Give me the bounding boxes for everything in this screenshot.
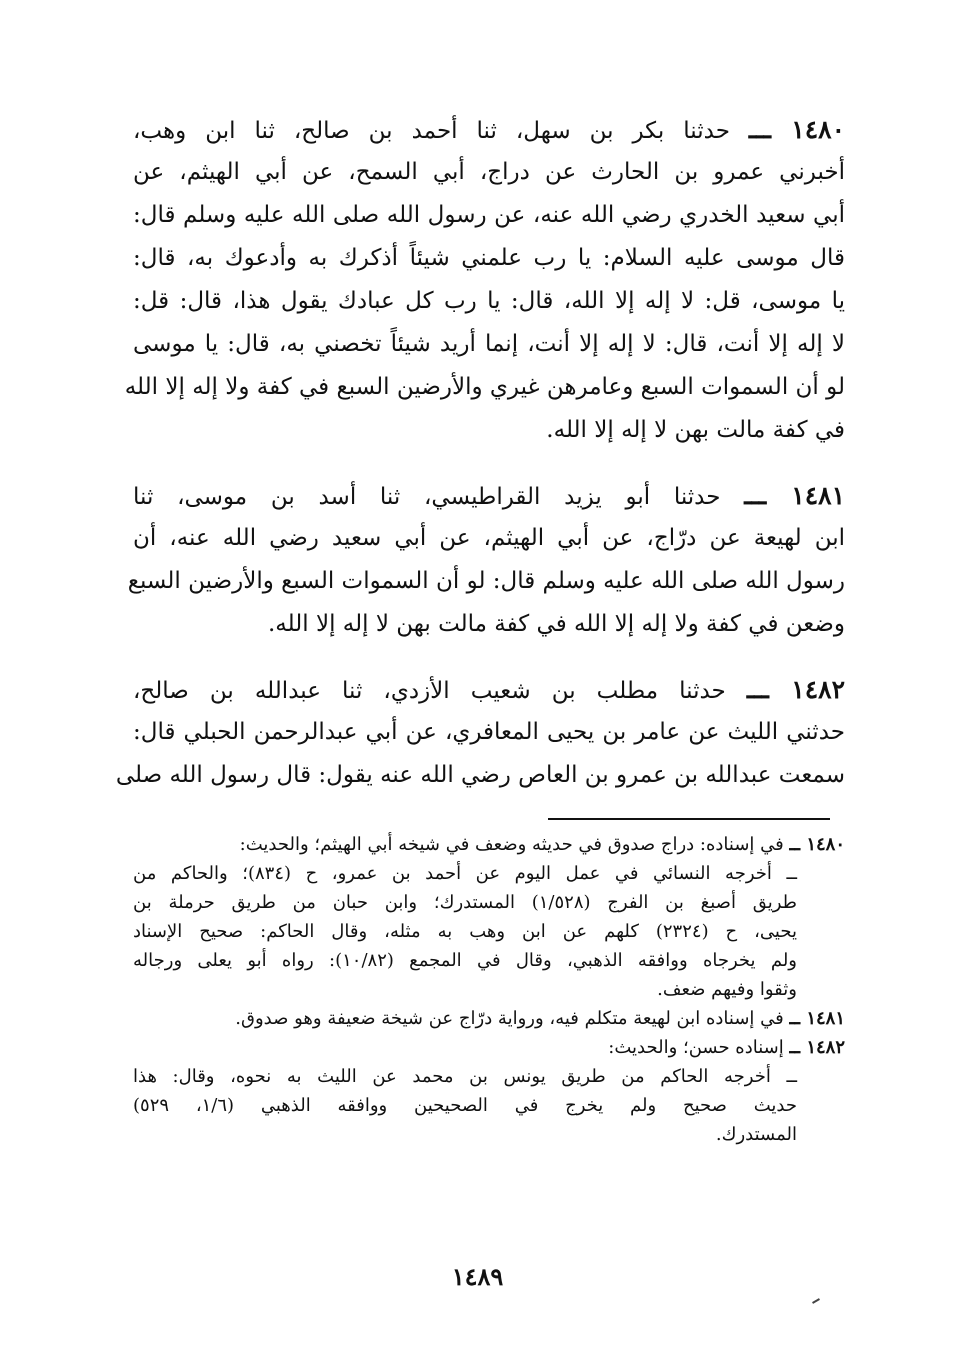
text-line: قال موسى عليه السلام: يا رب علمني شيئاً أذكرك به وأدعوك به، قال: (133, 245, 845, 271)
footnote-line: ١٤٨٢ ــ إسناده حسن؛ والحديث: (608, 1037, 845, 1058)
text-line: أخبرني عمرو بن الحارث عن دراج، أبي السمح، عن أبي الهيثم، عن (133, 159, 845, 185)
text-line: ١٤٨٢ ـــ حدثنا مطلب بن شعيب الأزدي، ثنا عبدالله بن صالح، (133, 675, 845, 704)
footnote-line: ١٤٨١ ــ في إسناده ابن لهيعة متكلم فيه، ورواية درّاج عن شيخة ضعيفة وهو صدوق. (235, 1008, 845, 1029)
text-line: لا إله إلا أنت، قال: لا إله إلا أنت، إنما أريد شيئاً تخصني به، قال: يا موسى (133, 331, 845, 357)
text-line: ١٤٨٠ ـــ حدثنا بكر بن سهل، ثنا أحمد بن صالح، ثنا ابن وهب، (133, 115, 845, 144)
text-line: أبي سعيد الخدري رضي الله عنه، عن رسول الله صلى الله عليه وسلم قال: (133, 202, 845, 228)
footnote-number: ١٤٨١ ــ (789, 1008, 845, 1029)
footnote-1481 (133, 1004, 845, 1033)
hadith-number: ١٤٨١ ـــ (744, 481, 846, 510)
text-line: رسول الله صلى الله عليه وسلم قال: لو أن السموات السبع والأرضين السبع (127, 568, 845, 594)
footnote-line: المستدرك. (715, 1124, 797, 1145)
hadith-number: ١٤٨٢ ـــ (746, 675, 845, 704)
footnote-line: ــ أخرجه الحاكم من طريق يونس بن محمد عن الليث به نحوه، وقال: هذا (133, 1066, 797, 1087)
footnotes (133, 830, 845, 1149)
footnote-number: ١٤٨٢ ــ (789, 1037, 845, 1058)
footnote-line: وثقوا وفيهم ضعف. (657, 979, 797, 1000)
text-line: يا موسى، قل: لا إله إلا الله، قال: يا رب كل عبادك يقول هذا، قال: قل: (133, 288, 845, 314)
footnote-line: طريق أصبغ بن الفرج (١/٥٢٨) المستدرك؛ وابن حبان من طريق حرملة بن (133, 892, 797, 913)
text-line: وضعن في كفة ولا إله إلا الله في كفة مالت بهن لا إله إلا الله. (268, 611, 845, 637)
footnote-separator (548, 818, 830, 820)
footnote-1480 (133, 830, 845, 1004)
text-line: لو أن السموات السبع وعامرهن غيري والأرضين السبع في كفة ولا إله إلا الله (124, 374, 845, 400)
footnote-1482 (133, 1033, 845, 1149)
footnote-line: ولم يخرجاه ووافقه الذهبي، وقال في المجمع (١٠/٨٢): رواه أبو يعلى ورجاله (133, 950, 797, 971)
text-line: سمعت عبدالله بن عمرو بن العاص رضي الله عنه يقول: قال رسول الله صلى (115, 762, 845, 788)
footnote-number: ١٤٨٠ ــ (789, 834, 845, 855)
text-line: حدثني الليث عن عامر بن يحيى المعافري، عن أبي عبدالرحمن الحبلي قال: (133, 719, 845, 745)
hadith-number: ١٤٨٠ ـــ (748, 115, 845, 144)
hadith-1481 (127, 474, 846, 646)
text-line: في كفة مالت بهن لا إله إلا الله. (546, 417, 845, 443)
footnote-line: يحيى، ح (٢٣٢٤) كلهم عن ابن وهب به مثله، وقال الحاكم: صحيح الإسناد (133, 921, 797, 942)
main-text (115, 108, 846, 819)
hadith-1480 (124, 108, 845, 452)
footnote-line: ١٤٨٠ ــ في إسناده: دراج صدوق في حديثه وضعف في شيخه أبي الهيثم؛ والحديث: (239, 834, 845, 855)
footnote-line: حديث صحيح ولم يخرج في الصحيحين ووافقه الذهبي (١/٦، ٥٢٩) (133, 1095, 797, 1116)
text-line: ١٤٨١ ـــ حدثنا أبو يزيد القراطيسي، ثنا أسد بن موسى، ثنا (133, 481, 846, 510)
footnote-line: ــ أخرجه النسائي في عمل اليوم عن أحمد بن عمرو، ح (٨٣٤)؛ والحاكم من (133, 863, 797, 884)
text-line: ابن لهيعة عن درّاج، عن أبي الهيثم، عن أبي سعيد رضي الله عنه، أن (133, 525, 845, 551)
page-number: ١٤٨٩ (451, 1262, 504, 1291)
scan-mark (812, 1298, 820, 1304)
hadith-1482 (115, 668, 845, 797)
